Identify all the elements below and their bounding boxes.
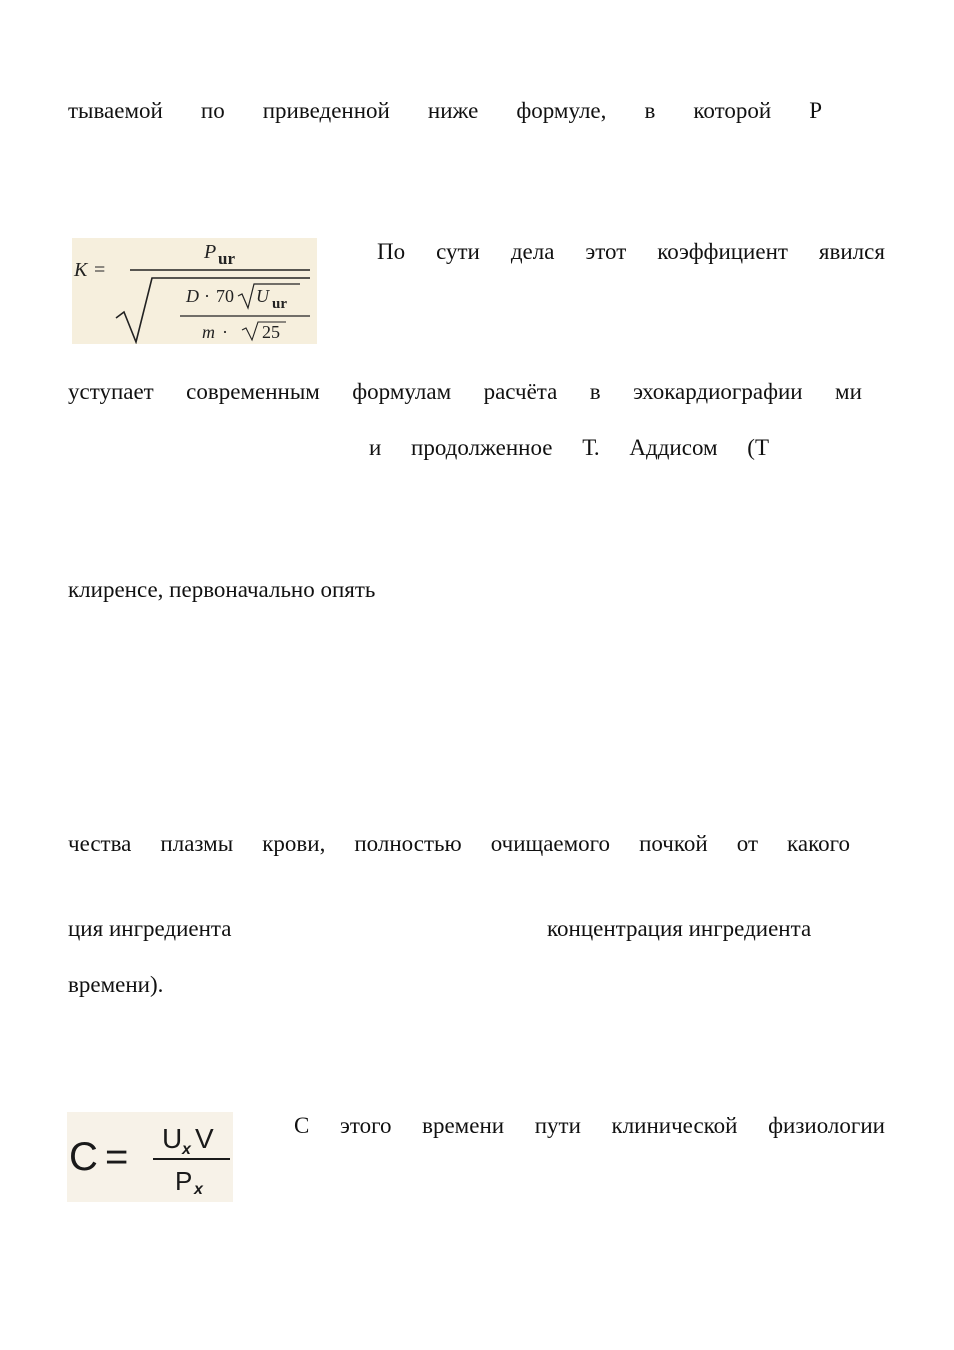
word: этот bbox=[585, 239, 627, 264]
formula-k-svg bbox=[72, 238, 317, 344]
word: времени bbox=[422, 1113, 505, 1138]
text-line-8: времени). bbox=[68, 972, 164, 997]
word: в bbox=[644, 98, 656, 123]
word: клинической bbox=[611, 1113, 738, 1138]
word: дела bbox=[510, 239, 555, 264]
formula-c-num-sub: x bbox=[182, 1141, 191, 1158]
formula-c-den-p: P bbox=[175, 1166, 193, 1196]
word: приведенной bbox=[262, 98, 390, 123]
word: полностью bbox=[354, 831, 462, 856]
formula-k-inner-70: 70 bbox=[216, 286, 234, 306]
formula-c-num-u: U bbox=[162, 1123, 183, 1154]
text-line-3 bbox=[68, 378, 862, 406]
formula-k-num-sub: ur bbox=[218, 249, 235, 268]
word: очищаемого bbox=[490, 831, 611, 856]
word: крови, bbox=[262, 831, 326, 856]
text-line-7b: концентрация ингредиента bbox=[547, 916, 812, 941]
word: формуле, bbox=[516, 98, 607, 123]
text-line-2 bbox=[377, 238, 885, 266]
text-line-4 bbox=[369, 434, 769, 462]
formula-c-eq: = bbox=[105, 1135, 129, 1179]
word: С bbox=[294, 1113, 310, 1138]
word: этого bbox=[339, 1113, 392, 1138]
word: которой bbox=[693, 98, 772, 123]
word: явился bbox=[818, 239, 885, 264]
word: Аддисом bbox=[629, 435, 718, 460]
word: почкой bbox=[639, 831, 708, 856]
formula-k-inner-m: m bbox=[202, 322, 215, 342]
formula-k-inner-d: D bbox=[186, 286, 199, 306]
word: современным bbox=[186, 379, 320, 404]
formula-k-inner-u: U bbox=[256, 286, 269, 306]
word: сути bbox=[436, 239, 480, 264]
formula-k-eq: = bbox=[94, 259, 106, 281]
word: чества bbox=[68, 831, 132, 856]
formula-k-inner-dot1: · bbox=[204, 286, 210, 306]
word: пути bbox=[534, 1113, 581, 1138]
word: коэффициент bbox=[657, 239, 788, 264]
word: тываемой bbox=[68, 98, 163, 123]
word: и bbox=[369, 435, 382, 460]
formula-k-image bbox=[72, 238, 317, 344]
text-line-1 bbox=[68, 97, 822, 125]
formula-c-svg bbox=[67, 1112, 233, 1202]
word: продолженное bbox=[411, 435, 553, 460]
word: уступает bbox=[68, 379, 154, 404]
word: плазмы bbox=[160, 831, 234, 856]
word: физиологии bbox=[768, 1113, 885, 1138]
word: (Т bbox=[747, 435, 769, 460]
text-line-7a: ция ингредиента bbox=[68, 916, 232, 941]
formula-k-num-var: P bbox=[204, 241, 217, 263]
formula-k-inner-u-sub: ur bbox=[272, 296, 287, 312]
word: P bbox=[809, 98, 822, 123]
word: по bbox=[200, 98, 225, 123]
formula-k-lhs: K bbox=[74, 259, 88, 281]
formula-c-num-v: V bbox=[195, 1123, 214, 1154]
word: ми bbox=[835, 379, 862, 404]
text-line-5: клиренсе, первоначально опять bbox=[68, 577, 376, 602]
text-line-6 bbox=[68, 830, 850, 858]
word: ниже bbox=[427, 98, 479, 123]
word: Т. bbox=[582, 435, 600, 460]
formula-c-lhs: C bbox=[69, 1135, 98, 1179]
word: какого bbox=[787, 831, 850, 856]
word: расчёта bbox=[483, 379, 558, 404]
word: По bbox=[377, 239, 406, 264]
word: эхокардиографии bbox=[633, 379, 803, 404]
formula-k-inner-dot2: · bbox=[222, 322, 228, 342]
word: формулам bbox=[352, 379, 452, 404]
formula-k-inner-25: 25 bbox=[262, 322, 280, 342]
text-line-9 bbox=[294, 1112, 885, 1140]
formula-c-image bbox=[67, 1112, 233, 1202]
word: в bbox=[589, 379, 601, 404]
formula-c-den-sub: x bbox=[194, 1181, 203, 1198]
word: от bbox=[736, 831, 758, 856]
